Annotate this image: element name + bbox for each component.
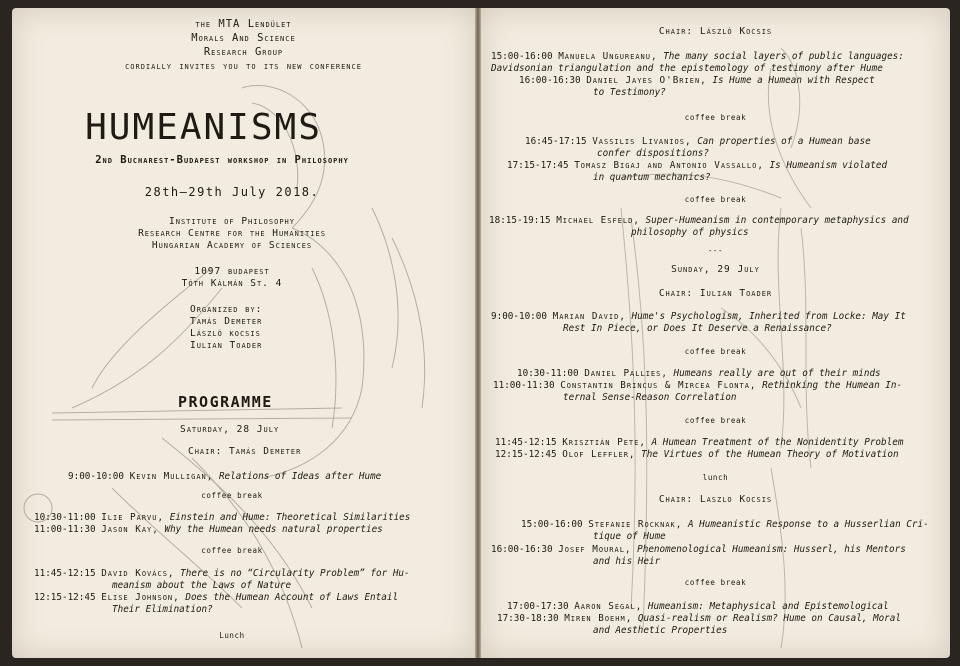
- talk-entry-continuation: philosophy of physics: [631, 227, 749, 238]
- coffee-break-1: coffee break: [684, 113, 747, 122]
- programme-heading: PROGRAMME: [178, 393, 273, 411]
- coffee-break-2: coffee break: [684, 195, 747, 204]
- organizer-3: Iulian Toader: [190, 340, 263, 351]
- talk-entry: 11:45-12:15 David Kovács, There is no “Circularity Problem” for Hu-: [34, 568, 410, 579]
- intro-line-2: Morals And Science: [191, 32, 296, 44]
- chair-saturday-afternoon: Chair: László Kocsis: [658, 26, 773, 37]
- right-page: [481, 8, 950, 658]
- chair-sunday-afternoon: Chair: Laszlo Kocsis: [658, 494, 773, 505]
- talk-entry: 11:45-12:15 Krisztián Pete, A Humean Treatment of the Nonidentity Problem: [495, 437, 904, 448]
- address-line-1: 1097 budapest: [194, 266, 270, 277]
- talk-entry: 11:00-11:30 Jason Kay, Why the Humean needs natural properties: [34, 524, 383, 535]
- talk-entry: 18:15-19:15 Michael Esfeld, Super-Humeanism in contemporary metaphysics and: [489, 215, 909, 226]
- talk-entry-continuation: Davidsonian triangulation and the epistemology of testimony after Hume: [491, 63, 883, 74]
- talk-entry: 9:00-10:00 Marian David, Hume's Psychologism, Inherited from Locke: May It: [491, 311, 906, 322]
- talk-entry-continuation: Rest In Piece, or Does It Deserve a Renaissance?: [563, 323, 832, 334]
- talk-entry-continuation: tique of Hume: [593, 531, 666, 542]
- chair-saturday-morning: Chair: Tamás Demeter: [188, 446, 302, 457]
- lunch-break: Lunch: [219, 631, 245, 640]
- venue-line-3: Hungarian Academy of Sciences: [151, 240, 313, 251]
- talk-entry: 10:30-11:00 Daniel Pallies, Humeans really are out of their minds: [517, 368, 881, 379]
- talk-entry: 16:00-16:30 Josef Moural, Phenomenological Humeanism: Husserl, his Mentors: [491, 544, 906, 555]
- talk-entry: 12:15-12:45 Olof Leffler, The Virtues of the Humean Theory of Motivation: [495, 449, 899, 460]
- left-page: [12, 8, 475, 658]
- coffee-break-1: coffee break: [201, 491, 263, 500]
- talk-entry: 17:00-17:30 Aaron Segal, Humeanism: Metaphysical and Epistemological: [507, 601, 889, 612]
- venue-line-1: Institute of Philosophy: [169, 216, 295, 227]
- intro-line-1: the MTA Lendület: [195, 18, 292, 30]
- talk-entry-continuation: in quantum mechanics?: [593, 172, 711, 183]
- organized-by-label: Organized by:: [190, 304, 263, 315]
- talk-entry-continuation: ternal Sense-Reason Correlation: [563, 392, 737, 403]
- conference-title: HUMEANISMS: [85, 107, 322, 148]
- talk-entry-continuation: and Aesthetic Properties: [593, 625, 728, 636]
- coffee-break-2: coffee break: [201, 546, 263, 555]
- talk-entry-continuation: to Testimony?: [593, 87, 666, 98]
- chair-sunday-morning: Chair: Iulian Toader: [658, 288, 773, 299]
- talk-entry: 12:15-12:45 Elise Johnson, Does the Humean Account of Laws Entail: [34, 592, 399, 603]
- section-separator: ---: [707, 246, 724, 255]
- organizer-1: Tamás Demeter: [190, 316, 263, 327]
- talk-entry: 9:00-10:00 Kevin Mulligan, Relations of Ideas after Hume: [68, 471, 382, 482]
- address-line-2: Tóth Kálmán St. 4: [181, 278, 283, 289]
- talk-entry: 17:15-17:45 Tomasz Bigaj and Antonio Vassallo, Is Humeanism violated: [507, 160, 888, 171]
- organizer-2: László kocsis: [190, 328, 261, 339]
- conference-subtitle: 2nd Bucharest-Budapest workshop in Philosophy: [95, 154, 349, 166]
- talk-entry: 16:00-16:30 Daniel Jayes O'Brien, Is Hume a Humean with Respect: [519, 75, 875, 86]
- talk-entry-continuation: confer dispositions?: [597, 148, 709, 159]
- talk-entry: 11:00-11:30 Constantin Brincus & Mircea Flonta, Rethinking the Humean In-: [493, 380, 903, 391]
- talk-entry: 15:00-16:00 Manuela Ungureanu, The many social layers of public languages:: [491, 51, 904, 62]
- talk-entry: 17:30-18:30 Miren Boehm, Quasi-realism or Realism? Hume on Causal, Moral: [497, 613, 901, 624]
- venue-line-2: Research Centre for the Humanities: [138, 228, 326, 239]
- intro-line-3: Research Group: [203, 46, 284, 58]
- talk-entry: 10:30-11:00 Ilie Parvu, Einstein and Hume: Theoretical Similarities: [34, 512, 411, 523]
- day-heading-sunday: Sunday, 29 July: [671, 264, 760, 275]
- talk-entry: 16:45-17:15 Vassilis Livanios, Can properties of a Humean base: [525, 136, 871, 147]
- talk-entry-continuation: meanism about the Laws of Nature: [112, 580, 292, 591]
- coffee-break-4: coffee break: [684, 416, 747, 425]
- day-heading-saturday: Saturday, 28 July: [180, 424, 280, 435]
- talk-entry-continuation: Their Elimination?: [112, 604, 213, 615]
- coffee-break-5: coffee break: [684, 578, 747, 587]
- talk-entry-continuation: and his Heir: [593, 556, 661, 567]
- coffee-break-3: coffee break: [684, 347, 747, 356]
- lunch-break: lunch: [702, 473, 729, 482]
- talk-entry: 15:00-16:00 Stefanie Rocknak, A Humeanistic Response to a Husserlian Cri-: [521, 519, 929, 530]
- conference-dates: 28th–29th July 2018.: [144, 185, 320, 199]
- intro-line-4: cordially invites you to its new conference: [125, 60, 362, 72]
